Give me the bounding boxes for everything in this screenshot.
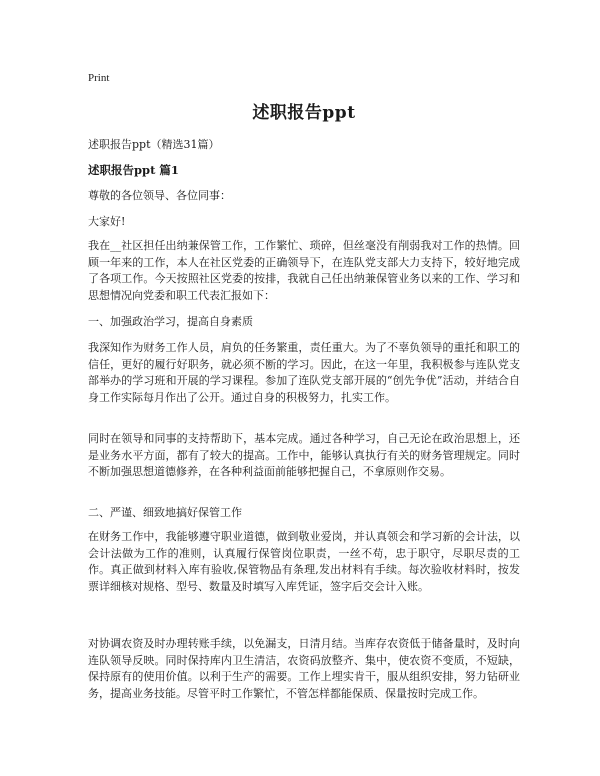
hello-paragraph: 大家好!	[88, 215, 126, 228]
document-title: 述职报告ppt	[252, 103, 356, 123]
paragraph-custody-2: 对协调农资及时办理转账手续，以免漏支，日清月结。当库存农资低于储备量时，及时向连队领导反映。同时保持库内卫生清洁，农资码放整齐、集中，使农资不变质，不短缺，保持原有的使用价值。以利于生产的需要。工作上埋实肯干，服从组织安排，努力钻研业务，提高业务技能。尽管平时工作繁忙，不管怎样都能保质、保量按时完成工作。	[88, 637, 520, 700]
document-subtitle: 述职报告ppt（精选31篇）	[88, 138, 220, 151]
greeting-paragraph: 尊敬的各位领导、各位同事：	[88, 189, 231, 202]
subheading-political-study: 一、加强政治学习，提高自身素质	[88, 315, 253, 328]
paragraph-custody-1: 在财务工作中，我能够遵守职业道德，做到敬业爱岗，并认真领会和学习新的会计法，以会计法做为工作的准则，认真履行保管岗位职责，一丝不苟，忠于职守，尽职尽责的工作。真正做到材料入库有验收,保管物品有条理,发出材料有手续。每次验收材料时，按发票详细核对规格、型号、数量及时填写入库凭证，签字后交会计入账。	[88, 530, 520, 593]
section-heading: 述职报告ppt 篇1	[88, 163, 179, 177]
subheading-custody-work: 二、严谨、细致地搞好保管工作	[88, 506, 242, 519]
intro-paragraph: 我在__社区担任出纳兼保管工作，工作繁忙、琐碎，但丝毫没有削弱我对工作的热情。回顾一年来的工作，本人在社区党委的正确领导下，在连队党支部大力支持下，较好地完成了各项工作。今天按照社区党委的按排，我就自己任出纳兼保管业务以来的工作、学习和思想情况向党委和职工代表汇报如下：	[88, 239, 520, 302]
print-label: Print	[88, 72, 110, 84]
paragraph-study-1: 我深知作为财务工作人员，肩负的任务繁重，责任重大。为了不辜负领导的重托和职工的信任，更好的履行好职务，就必须不断的学习。因此，在这一年里，我积极参与连队党支部举办的学习班和开展的学习课程。参加了连队党支部开展的“创先争优”活动，并结合自身工作实际每月作出了公开。通过自身的积极努力，扎实工作。	[88, 341, 520, 404]
paragraph-study-2: 同时在领导和同事的支持帮助下，基本完成。通过各种学习，自己无论在政治思想上，还是业务水平方面，都有了较大的提高。工作中，能够认真执行有关的财务管理规定。同时不断加强思想道德修养，在各种利益面前能够把握自己，不拿原则作交易。	[88, 432, 520, 478]
